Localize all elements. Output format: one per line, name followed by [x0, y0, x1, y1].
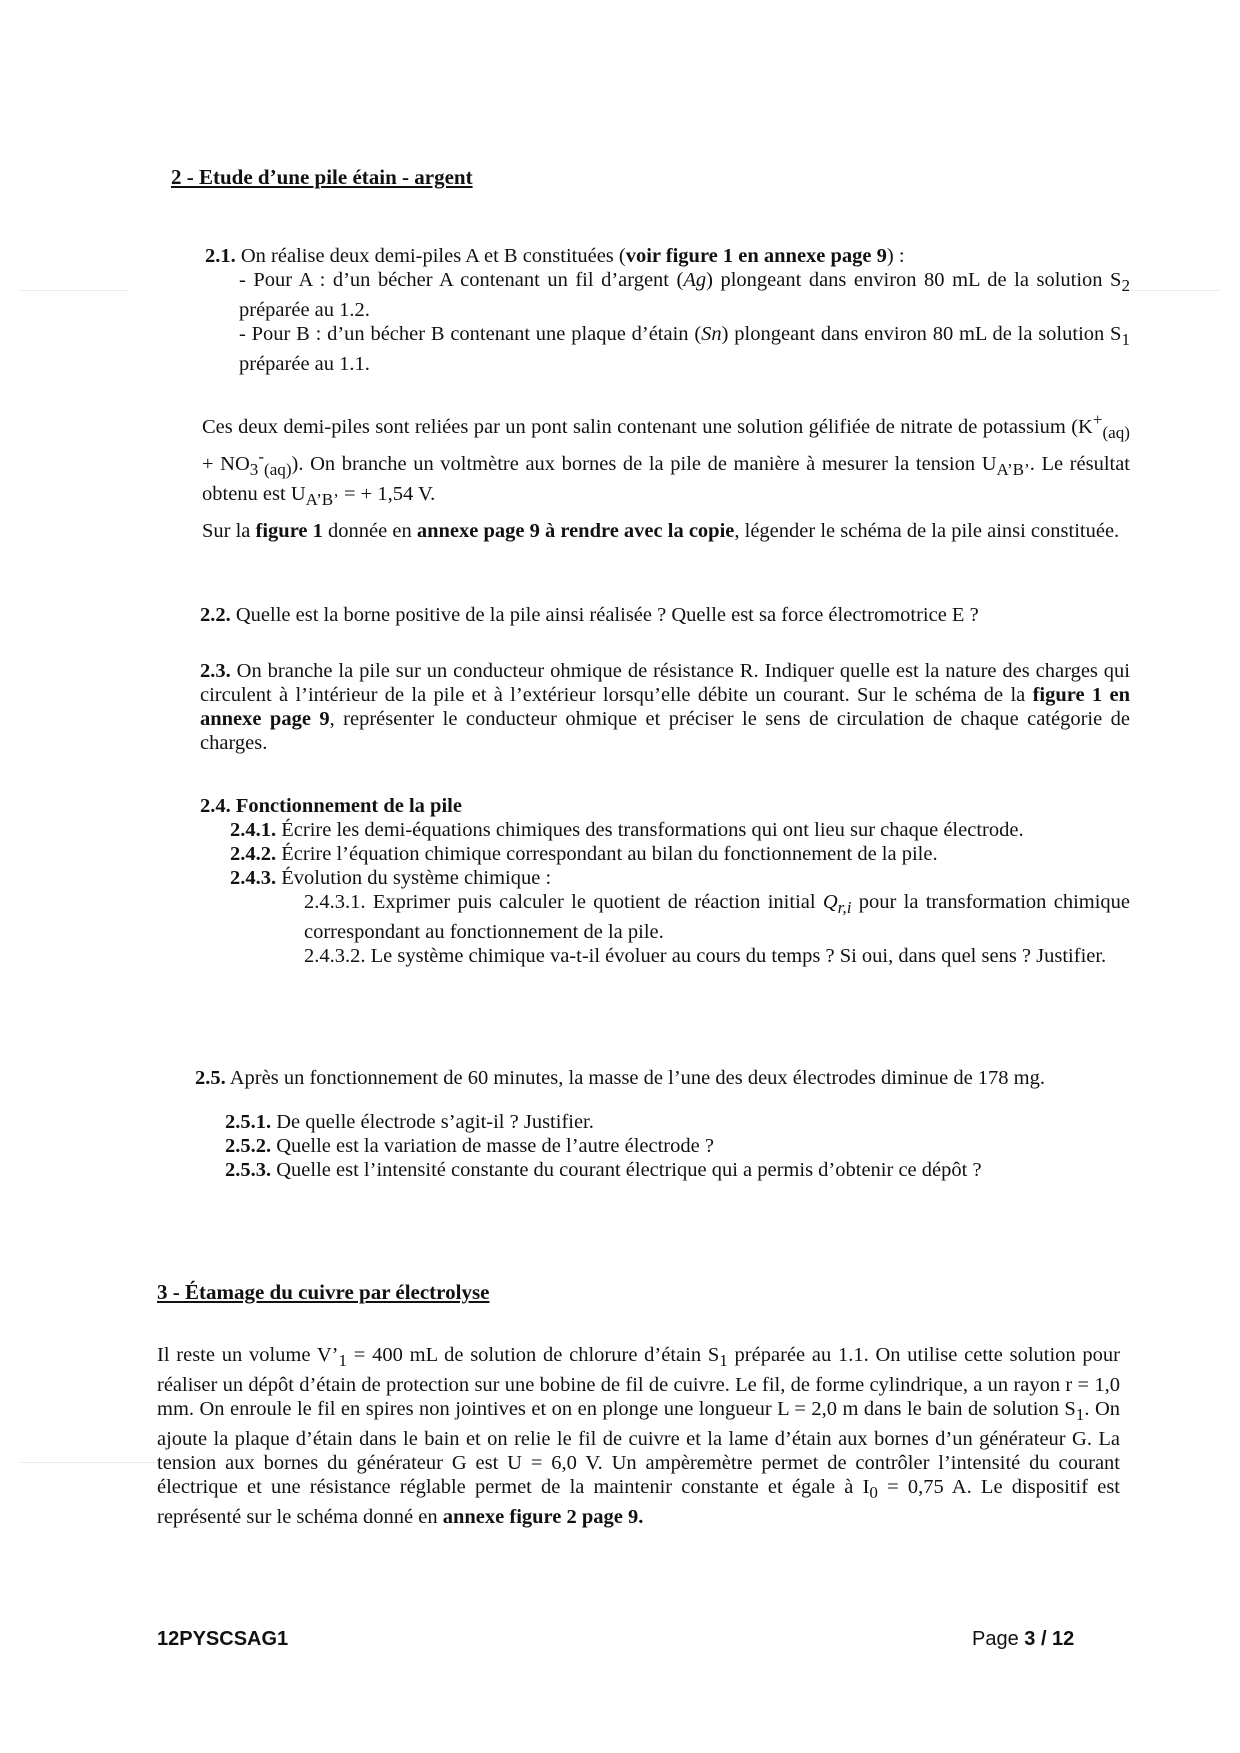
question-2-4-2: 2.4.2. Écrire l’équation chimique correspondant au bilan du fonctionnement de la pile.	[230, 843, 938, 865]
question-2-5	[195, 1066, 1130, 1182]
section-3-title: 3 - Étamage du cuivre par électrolyse	[157, 1280, 490, 1304]
question-2-2: 2.2. Quelle est la borne positive de la pile ainsi réalisée ? Quelle est sa force électromotrice E ?	[200, 604, 979, 626]
question-2-4-title: 2.4. Fonctionnement de la pile	[200, 795, 462, 817]
question-2-4-3-2: 2.4.3.2. Le système chimique va-t-il évoluer au cours du temps ? Si oui, dans quel sens ? Justifier.	[304, 945, 1107, 968]
scan-artifact	[20, 1462, 160, 1463]
question-2-4	[200, 794, 1130, 968]
question-2-4-1: 2.4.1. Écrire les demi-équations chimiques des transformations qui ont lieu sur chaque électrode.	[230, 819, 1024, 841]
question-2-5-2: 2.5.2. Quelle est la variation de masse de l’autre électrode ?	[225, 1135, 714, 1157]
page-number: Page 3 / 12	[972, 1628, 1075, 1650]
beaker-b-description: - Pour B : d’un bécher B contenant une plaque d’étain (Sn) plongeant dans environ 80 mL de la solution $S_1$ préparée au 1.1.	[239, 323, 1131, 376]
salt-bridge-paragraph: Ces deux demi-piles sont reliées par un pont salin contenant une solution gélifiée de nitrate de potassium $(K^+_{(aq)} + NO_3^-_{(aq)})$. On branche un voltmètre aux bornes de la pile de manière à mesurer la tension $U_{A’B’}$. Le résultat obtenu est $U_{A’B’}$ = + 1,54 V.	[202, 410, 1131, 509]
legend-instruction: Sur la figure 1 donnée en annexe page 9 à rendre avec la copie, légender le schéma de la pile ainsi constituée.	[202, 520, 1120, 542]
question-2-5-intro: 2.5. Après un fonctionnement de 60 minutes, la masse de l’une des deux électrodes diminue de 178 mg.	[195, 1067, 1045, 1089]
question-2-4-3: 2.4.3. Évolution du système chimique :	[230, 867, 552, 889]
question-2-4-3-1: 2.4.3.1. Exprimer puis calculer le quotient de réaction initial $Q_{r,i}$ pour la transformation chimique correspondant au fonctionnement de la pile.	[304, 891, 1131, 944]
beaker-a-description: - Pour A : d’un bécher A contenant un fil d’argent (Ag) plongeant dans environ 80 mL de la solution $S_2$ préparée au 1.2.	[239, 269, 1130, 322]
document-code: 12PYSCSAG1	[157, 1628, 289, 1650]
figure-reference: voir figure 1 en annexe page 9	[625, 245, 887, 267]
question-2-5-1: 2.5.1. De quelle électrode s’agit-il ? Justifier.	[225, 1111, 594, 1133]
scan-artifact	[18, 290, 128, 291]
question-2-3: 2.3. On branche la pile sur un conducteur ohmique de résistance R. Indiquer quelle est la nature des charges qui circulent à l’intérieur de la pile et à l’extérieur lorsqu’elle débite un courant. Sur le schéma de la figure 1 en annexe page 9, représenter le conducteur ohmique et préciser le sens de circulation de chaque catégorie de charges.	[200, 660, 1131, 754]
section-3-paragraph: Il reste un volume $V’_1 = 400$ mL de solution de chlorure d’étain $S_1$ préparée au 1.1. On utilise cette solution pour réaliser un dépôt d’étain de protection sur une bobine de fil de cuivre. Le fil, de forme cylindrique, a un rayon r = 1,0 mm. On enroule le fil en spires non jointives et on en plonge une longueur L = 2,0 m dans le bain de solution $S_1$. On ajoute la plaque d’étain dans le bain et on relie le fil de cuivre et la lame d’étain aux bornes d’un générateur G. La tension aux bornes du générateur G est U = 6,0 V. Un ampèremètre permet de contrôler l’intensité du courant électrique et une résistance réglable permet de la maintenir constante et égale à $I_0 = 0,75$ A. Le dispositif est représenté sur le schéma donné en annexe figure 2 page 9.	[157, 1344, 1120, 1529]
question-number: 2.1.	[205, 245, 236, 267]
scan-artifact	[1130, 290, 1220, 291]
question-2-1	[205, 244, 1130, 376]
question-2-1-intro: 2.1. On réalise deux demi-piles A et B constituées (voir figure 1 en annexe page 9) :	[205, 245, 905, 267]
question-2-5-3: 2.5.3. Quelle est l’intensité constante du courant électrique qui a permis d’obtenir ce dépôt ?	[225, 1159, 982, 1181]
section-2-title: 2 - Etude d’une pile étain - argent	[171, 165, 473, 189]
